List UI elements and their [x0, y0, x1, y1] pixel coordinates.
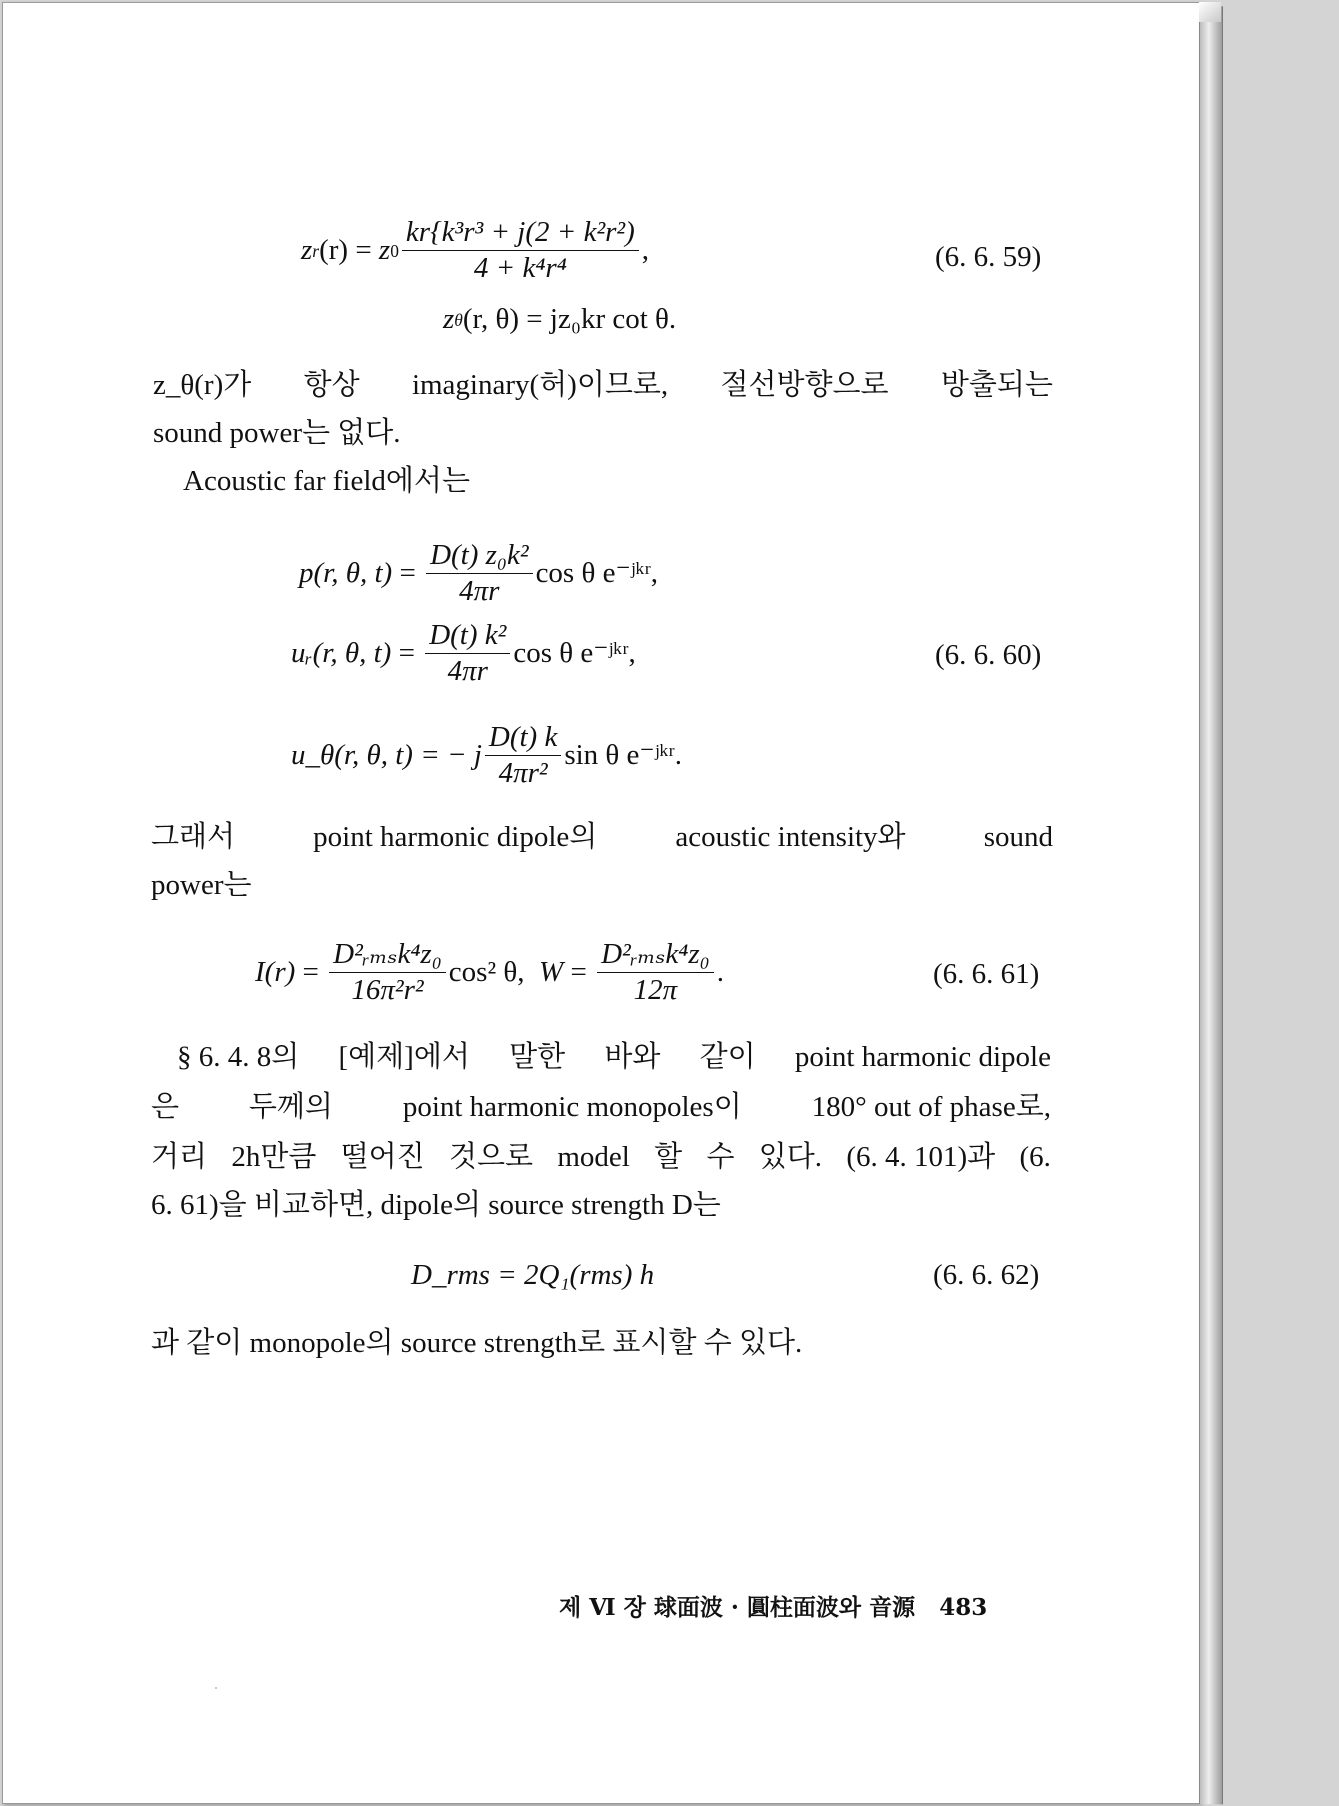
paragraph-5-line-1: 과 같이 monopole의 source strength로 표시할 수 있다. — [151, 1327, 803, 1359]
eq61-w-fraction — [597, 940, 714, 1005]
text-word: 항상 — [303, 369, 360, 401]
text-word: model — [557, 1141, 630, 1173]
eq61-i-numerator: D²ᵣₘₛk⁴z₀ — [329, 940, 446, 973]
eq59-ztheta-symbol: z — [443, 303, 455, 335]
text-word: sound — [983, 821, 1053, 853]
eq59-denominator: 4 + k⁴r⁴ — [473, 252, 567, 284]
eq60-ur-denominator: 4πr — [447, 655, 488, 687]
eq60-ur-tail: cos θ e⁻ʲᵏʳ, — [513, 637, 636, 669]
text-word: 거리 — [151, 1141, 208, 1173]
eq60-p-equals: = — [392, 557, 424, 589]
paragraph-3-line-2: power는 — [151, 869, 252, 901]
text-word: acoustic intensity와 — [675, 821, 906, 853]
equation-6-6-59-ztheta: z θ (r, θ) = jz₀kr cot θ. — [443, 303, 677, 335]
eq60-ut-fraction — [485, 723, 561, 788]
eq61-i-fraction — [329, 940, 446, 1005]
text-word: [예제]에서 — [338, 1041, 470, 1073]
text-word: 절선방향으로 — [720, 369, 889, 401]
eq59-ztheta-argument: (r, θ) — [462, 303, 520, 335]
eq61-i-equals: = — [295, 956, 327, 988]
equation-number-6-6-62: (6. 6. 62) — [933, 1259, 1040, 1291]
text-word: (6. — [1019, 1141, 1051, 1173]
text-word: imaginary(허)이므로, — [411, 369, 669, 401]
text-word: § 6. 4. 8의 — [177, 1041, 300, 1073]
text-word: 은 — [151, 1091, 180, 1123]
eq60-ut-prefix: = − j — [420, 739, 482, 771]
text-word: 방출되는 — [940, 369, 1053, 401]
eq61-w-numerator: D²ᵣₘₛk⁴z₀ — [597, 940, 714, 973]
eq59-fraction — [402, 218, 639, 283]
text-word: 수 — [706, 1141, 735, 1173]
equation-6-6-61 — [255, 940, 724, 1005]
eq59-zr-symbol: z — [301, 234, 313, 266]
book-page — [2, 2, 1200, 1804]
text-word: (6. 4. 101)과 — [846, 1141, 996, 1173]
paragraph-2-line-1: Acoustic far field에서는 — [183, 465, 470, 497]
eq60-p-tail: cos θ e⁻ʲᵏʳ, — [535, 557, 658, 589]
page-content — [3, 3, 1199, 1803]
text-word: z_θ(r)가 — [153, 369, 252, 401]
equation-number-6-6-60: (6. 6. 60) — [935, 639, 1042, 671]
eq59-zr-argument: (r) — [319, 234, 349, 266]
eq62-expression: D_rms = 2Q₁(rms) h — [411, 1259, 655, 1291]
text-word: 떨어진 — [340, 1141, 425, 1173]
text-word: point harmonic monopoles이 — [402, 1091, 742, 1123]
paragraph-4-line-4: 6. 61)을 비교하면, dipole의 source strength D는 — [151, 1189, 721, 1221]
text-word: point harmonic dipole — [794, 1041, 1051, 1073]
paragraph-4-line-3 — [151, 1143, 1051, 1172]
eq59-z0: z — [378, 234, 391, 266]
chapter-footer — [559, 1589, 987, 1622]
text-word: 있다. — [758, 1141, 823, 1173]
text-word: point harmonic dipole의 — [313, 821, 598, 853]
eq60-ut-lhs: u_θ(r, θ, t) — [291, 739, 413, 771]
eq60-p-lhs: p(r, θ, t) — [299, 557, 393, 589]
eq61-w-denominator: 12π — [633, 974, 678, 1006]
page-thickness-edge — [1199, 6, 1223, 1804]
paragraph-4-line-2 — [151, 1093, 1051, 1122]
equation-6-6-62 — [411, 1261, 654, 1290]
text-word: 180° out of phase로, — [811, 1091, 1051, 1123]
paragraph-1-line-1 — [153, 371, 1053, 400]
equation-6-6-59-zr: z r (r) = z 0 $\frac{\text{kr\{k³r³ + j(2 + k²r²)}}{\text{4 + k⁴r⁴}}$ , — [301, 216, 650, 284]
eq61-w-tail: . — [716, 956, 724, 988]
paragraph-4-line-1 — [177, 1043, 1051, 1072]
eq59-numerator: kr{k³r³ + j(2 + k²r²) — [402, 218, 639, 251]
eq61-intensity-lhs: I(r) — [255, 956, 296, 988]
eq61-i-denominator: 16π²r² — [351, 974, 424, 1006]
chapter-title: 제 Ⅵ 장 球面波 · 圓柱面波와 音源 — [559, 1594, 916, 1621]
equation-6-6-60-ur — [291, 621, 636, 686]
eq60-ur-lhs: uᵣ(r, θ, t) — [291, 637, 392, 669]
eq61-spacer — [525, 958, 540, 987]
eq60-p-numerator: D(t) z₀k² — [426, 541, 533, 574]
eq60-ut-denominator: 4πr² — [498, 757, 548, 789]
text-word: 바와 — [604, 1041, 661, 1073]
text-word: 2h만큼 — [231, 1141, 317, 1173]
equation-6-6-60-utheta — [291, 723, 682, 788]
eq60-p-denominator: 4πr — [459, 575, 500, 607]
paragraph-3-line-1 — [151, 823, 1053, 852]
text-word: 것으로 — [449, 1141, 534, 1173]
text-word: 같이 — [699, 1041, 756, 1073]
page-number: 483 — [939, 1594, 988, 1621]
eq60-ut-numerator: D(t) k — [485, 723, 561, 756]
page-corner — [1199, 2, 1221, 22]
scan-speck — [215, 1687, 217, 1689]
eq60-ur-numerator: D(t) k² — [425, 621, 510, 654]
eq60-p-fraction — [426, 541, 533, 606]
eq60-ur-fraction — [425, 621, 510, 686]
eq59-comma: , — [641, 234, 650, 266]
eq61-w-equals: = — [563, 956, 595, 988]
equation-number-6-6-59: (6. 6. 59) — [935, 241, 1042, 273]
equation-number-6-6-61: (6. 6. 61) — [933, 958, 1040, 990]
eq60-ur-equals: = — [391, 637, 423, 669]
eq61-power-lhs: W — [539, 956, 564, 988]
eq59-ztheta-rhs: = jz₀kr cot θ. — [526, 303, 677, 335]
eq59-equals: = — [348, 234, 379, 266]
text-word: 두께의 — [248, 1091, 333, 1123]
text-word: 할 — [654, 1141, 683, 1173]
text-word: 말한 — [509, 1041, 566, 1073]
eq60-ut-tail: sin θ e⁻ʲᵏʳ. — [564, 739, 682, 771]
equation-6-6-60-pressure — [299, 541, 658, 606]
paragraph-1-line-2: sound power는 없다. — [153, 417, 401, 449]
text-word: 그래서 — [151, 821, 236, 853]
eq61-i-tail: cos² θ, — [448, 956, 525, 988]
